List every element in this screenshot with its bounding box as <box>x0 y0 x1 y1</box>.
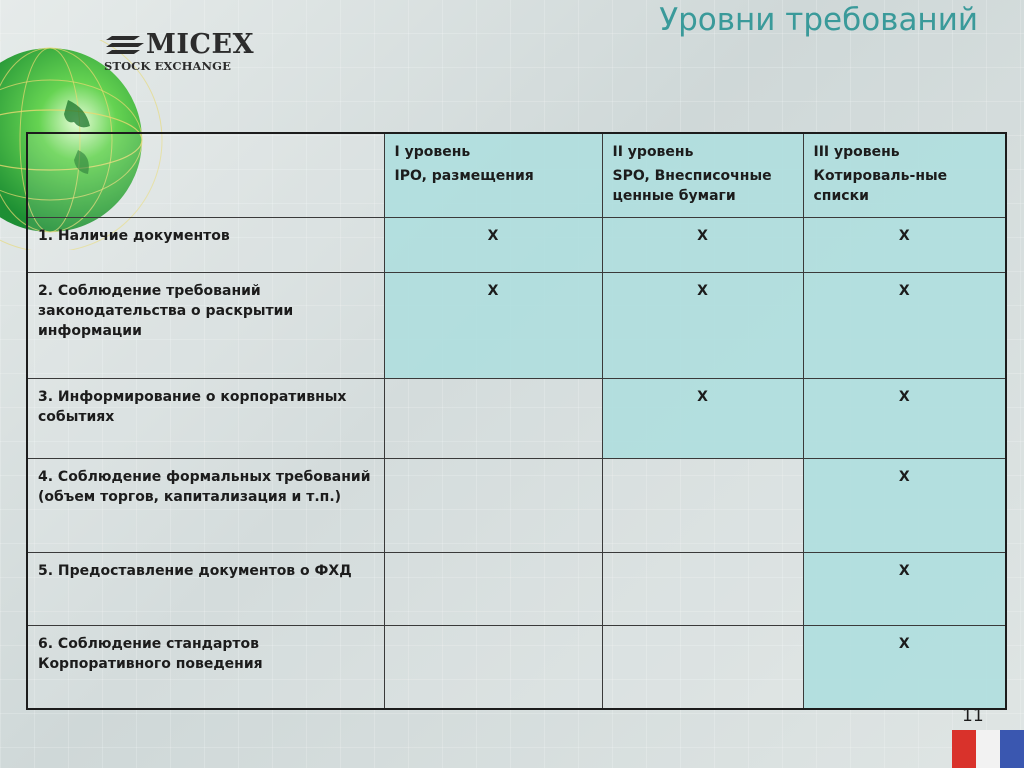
page-number: 11 <box>962 706 984 726</box>
header-corner-cell <box>27 133 384 217</box>
column-desc: Котироваль-ные списки <box>813 168 948 204</box>
logo-name: MICEX <box>146 29 255 60</box>
table-row <box>27 625 1006 709</box>
russian-flag-icon <box>952 730 1024 768</box>
flag-stripe-red <box>952 730 976 768</box>
mark-cell: X <box>384 217 602 272</box>
table-row <box>27 272 1006 378</box>
mark-cell: X <box>602 378 803 458</box>
micex-logo <box>104 30 274 74</box>
row-label: 2. Соблюдение требований законодательства о раскрытии информации <box>27 272 384 378</box>
row-label: 4. Соблюдение формальных требований (объем торгов, капитализация и т.п.) <box>27 458 384 552</box>
row-label: 5. Предоставление документов о ФХД <box>27 552 384 625</box>
column-level: I уровень <box>394 144 471 160</box>
column-header-level-3 <box>803 133 1006 217</box>
mark-cell <box>602 625 803 709</box>
table-row <box>27 458 1006 552</box>
column-desc: SPO, Внесписочные ценные бумаги <box>612 168 772 204</box>
flag-stripe-white <box>976 730 1000 768</box>
table-row <box>27 552 1006 625</box>
mark-cell: X <box>803 378 1006 458</box>
mark-cell <box>602 458 803 552</box>
row-label: 3. Информирование о корпоративных событиях <box>27 378 384 458</box>
mark-cell <box>602 552 803 625</box>
mark-cell <box>384 552 602 625</box>
column-level: II уровень <box>612 144 694 160</box>
mark-cell: X <box>803 458 1006 552</box>
mark-cell <box>384 458 602 552</box>
row-label: 6. Соблюдение стандартов Корпоративного поведения <box>27 625 384 709</box>
flag-stripe-blue <box>1000 730 1024 768</box>
mark-cell: X <box>602 217 803 272</box>
mark-cell <box>384 378 602 458</box>
logo-subtitle: STOCK EXCHANGE <box>104 59 231 73</box>
column-header-level-1 <box>384 133 602 217</box>
mark-cell: X <box>803 217 1006 272</box>
mark-cell: X <box>803 272 1006 378</box>
requirements-table <box>26 132 1007 710</box>
row-label: 1. Наличие документов <box>27 217 384 272</box>
mark-cell <box>384 625 602 709</box>
column-desc: IPO, размещения <box>394 168 534 184</box>
table-row <box>27 217 1006 272</box>
table-row <box>27 378 1006 458</box>
mark-cell: X <box>602 272 803 378</box>
mark-cell: X <box>803 625 1006 709</box>
column-level: III уровень <box>813 144 900 160</box>
mark-cell: X <box>384 272 602 378</box>
page-title: Уровни требований <box>659 2 978 38</box>
mark-cell: X <box>803 552 1006 625</box>
column-header-level-2 <box>602 133 803 217</box>
table-header-row <box>27 133 1006 217</box>
micex-mark-icon <box>104 34 148 58</box>
